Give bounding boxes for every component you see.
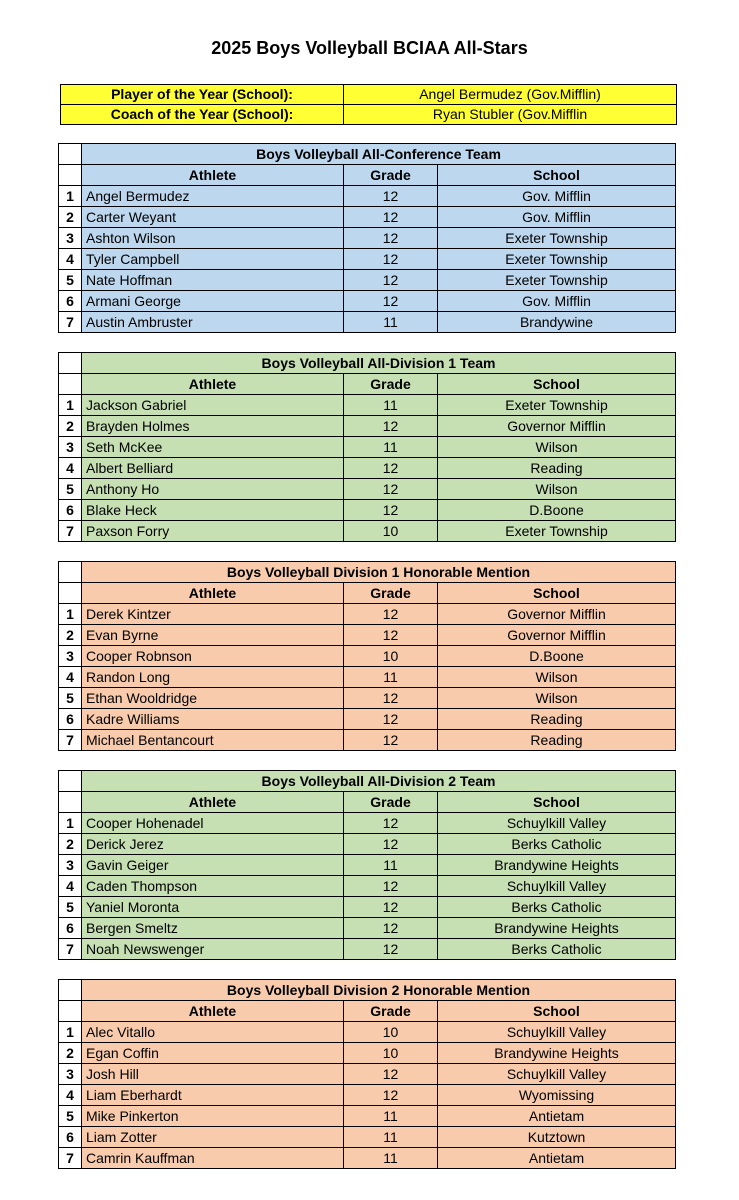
award-value: Ryan Stubler (Gov.Mifflin bbox=[344, 105, 677, 125]
page-title: 2025 Boys Volleyball BCIAA All-Stars bbox=[211, 38, 528, 58]
athlete-grade: 11 bbox=[344, 667, 438, 688]
athlete-grade: 11 bbox=[344, 1106, 438, 1127]
athlete-name: Carter Weyant bbox=[82, 207, 344, 228]
table-row bbox=[59, 291, 676, 312]
column-header-school: School bbox=[438, 583, 676, 604]
athlete-school: Reading bbox=[438, 730, 676, 751]
row-number: 2 bbox=[59, 1043, 82, 1064]
athlete-name: Bergen Smeltz bbox=[82, 918, 344, 939]
athlete-name: Derek Kintzer bbox=[82, 604, 344, 625]
athlete-grade: 12 bbox=[344, 897, 438, 918]
athlete-school: Brandywine Heights bbox=[438, 1043, 676, 1064]
athlete-grade: 12 bbox=[344, 730, 438, 751]
row-number: 1 bbox=[59, 1022, 82, 1043]
all-division-1-table bbox=[58, 352, 676, 542]
all-division-2-table bbox=[58, 770, 676, 960]
table-header-row bbox=[59, 792, 676, 813]
athlete-name: Angel Bermudez bbox=[82, 186, 344, 207]
athlete-name: Michael Bentancourt bbox=[82, 730, 344, 751]
award-label: Player of the Year (School): bbox=[61, 85, 344, 105]
athlete-name: Yaniel Moronta bbox=[82, 897, 344, 918]
table-row bbox=[59, 709, 676, 730]
athlete-name: Armani George bbox=[82, 291, 344, 312]
table-row bbox=[59, 897, 676, 918]
row-number: 6 bbox=[59, 918, 82, 939]
award-label: Coach of the Year (School): bbox=[61, 105, 344, 125]
table-title: Boys Volleyball All-Division 2 Team bbox=[82, 771, 676, 792]
athlete-grade: 12 bbox=[344, 834, 438, 855]
athlete-grade: 11 bbox=[344, 1148, 438, 1169]
athlete-name: Kadre Williams bbox=[82, 709, 344, 730]
athlete-name: Randon Long bbox=[82, 667, 344, 688]
row-number: 7 bbox=[59, 730, 82, 751]
athlete-school: Antietam bbox=[438, 1148, 676, 1169]
athlete-school: Wilson bbox=[438, 667, 676, 688]
column-header-school: School bbox=[438, 374, 676, 395]
athlete-name: Liam Zotter bbox=[82, 1127, 344, 1148]
athlete-grade: 12 bbox=[344, 291, 438, 312]
athlete-name: Derick Jerez bbox=[82, 834, 344, 855]
row-number: 1 bbox=[59, 186, 82, 207]
athlete-school: Exeter Township bbox=[438, 521, 676, 542]
athlete-name: Cooper Hohenadel bbox=[82, 813, 344, 834]
athlete-school: Reading bbox=[438, 458, 676, 479]
athlete-school: Gov. Mifflin bbox=[438, 207, 676, 228]
row-number: 4 bbox=[59, 667, 82, 688]
athlete-school: Gov. Mifflin bbox=[438, 291, 676, 312]
row-number: 3 bbox=[59, 855, 82, 876]
table-title-row bbox=[59, 353, 676, 374]
row-number: 2 bbox=[59, 834, 82, 855]
table-row bbox=[59, 458, 676, 479]
table-title: Boys Volleyball Division 2 Honorable Mention bbox=[82, 980, 676, 1001]
athlete-name: Egan Coffin bbox=[82, 1043, 344, 1064]
row-number: 3 bbox=[59, 1064, 82, 1085]
table-row bbox=[59, 1127, 676, 1148]
athlete-school: Wyomissing bbox=[438, 1085, 676, 1106]
table-row bbox=[59, 1148, 676, 1169]
row-number: 5 bbox=[59, 270, 82, 291]
row-number: 6 bbox=[59, 1127, 82, 1148]
athlete-school: Governor Mifflin bbox=[438, 604, 676, 625]
awards-table bbox=[60, 84, 677, 125]
athlete-school: Brandywine Heights bbox=[438, 855, 676, 876]
athlete-name: Nate Hoffman bbox=[82, 270, 344, 291]
row-number: 3 bbox=[59, 228, 82, 249]
award-value: Angel Bermudez (Gov.Mifflin) bbox=[344, 85, 677, 105]
athlete-name: Ashton Wilson bbox=[82, 228, 344, 249]
table-corner-cell bbox=[59, 583, 82, 604]
athlete-grade: 12 bbox=[344, 270, 438, 291]
athlete-grade: 12 bbox=[344, 876, 438, 897]
column-header-grade: Grade bbox=[344, 583, 438, 604]
athlete-school: Berks Catholic bbox=[438, 939, 676, 960]
row-number: 4 bbox=[59, 458, 82, 479]
table-row bbox=[59, 395, 676, 416]
row-number: 1 bbox=[59, 813, 82, 834]
column-header-athlete: Athlete bbox=[82, 374, 344, 395]
athlete-grade: 11 bbox=[344, 437, 438, 458]
athlete-grade: 12 bbox=[344, 813, 438, 834]
athlete-name: Liam Eberhardt bbox=[82, 1085, 344, 1106]
athlete-name: Cooper Robnson bbox=[82, 646, 344, 667]
table-corner-cell bbox=[59, 771, 82, 792]
athlete-grade: 12 bbox=[344, 500, 438, 521]
row-number: 3 bbox=[59, 646, 82, 667]
row-number: 7 bbox=[59, 521, 82, 542]
athlete-name: Mike Pinkerton bbox=[82, 1106, 344, 1127]
column-header-grade: Grade bbox=[344, 792, 438, 813]
row-number: 5 bbox=[59, 479, 82, 500]
table-header-row bbox=[59, 1001, 676, 1022]
table-title-row bbox=[59, 980, 676, 1001]
athlete-name: Seth McKee bbox=[82, 437, 344, 458]
division-2-honorable-table bbox=[58, 979, 676, 1169]
athlete-grade: 12 bbox=[344, 709, 438, 730]
column-header-grade: Grade bbox=[344, 165, 438, 186]
table-row bbox=[59, 207, 676, 228]
athlete-school: Berks Catholic bbox=[438, 834, 676, 855]
table-row bbox=[59, 186, 676, 207]
athlete-grade: 12 bbox=[344, 1085, 438, 1106]
row-number: 6 bbox=[59, 291, 82, 312]
table-row bbox=[59, 625, 676, 646]
table-corner-cell bbox=[59, 144, 82, 165]
athlete-grade: 12 bbox=[344, 625, 438, 646]
athlete-name: Blake Heck bbox=[82, 500, 344, 521]
table-row bbox=[59, 855, 676, 876]
table-row bbox=[59, 646, 676, 667]
athlete-grade: 10 bbox=[344, 646, 438, 667]
column-header-school: School bbox=[438, 165, 676, 186]
row-number: 3 bbox=[59, 437, 82, 458]
table-corner-cell bbox=[59, 1001, 82, 1022]
table-header-row bbox=[59, 165, 676, 186]
athlete-school: Exeter Township bbox=[438, 249, 676, 270]
athlete-school: Schuylkill Valley bbox=[438, 1064, 676, 1085]
table-row bbox=[59, 437, 676, 458]
athlete-school: Exeter Township bbox=[438, 395, 676, 416]
athlete-school: Schuylkill Valley bbox=[438, 813, 676, 834]
column-header-athlete: Athlete bbox=[82, 792, 344, 813]
athlete-grade: 12 bbox=[344, 228, 438, 249]
table-corner-cell bbox=[59, 980, 82, 1001]
athlete-grade: 12 bbox=[344, 207, 438, 228]
row-number: 2 bbox=[59, 207, 82, 228]
athlete-school: Exeter Township bbox=[438, 270, 676, 291]
column-header-school: School bbox=[438, 792, 676, 813]
athlete-name: Albert Belliard bbox=[82, 458, 344, 479]
column-header-athlete: Athlete bbox=[82, 583, 344, 604]
column-header-grade: Grade bbox=[344, 374, 438, 395]
division-1-honorable-table bbox=[58, 561, 676, 751]
table-header-row bbox=[59, 583, 676, 604]
row-number: 6 bbox=[59, 709, 82, 730]
athlete-name: Josh Hill bbox=[82, 1064, 344, 1085]
table-title: Boys Volleyball All-Conference Team bbox=[82, 144, 676, 165]
row-number: 2 bbox=[59, 625, 82, 646]
athlete-name: Jackson Gabriel bbox=[82, 395, 344, 416]
row-number: 5 bbox=[59, 897, 82, 918]
athlete-grade: 12 bbox=[344, 918, 438, 939]
table-row bbox=[59, 249, 676, 270]
athlete-name: Caden Thompson bbox=[82, 876, 344, 897]
athlete-name: Evan Byrne bbox=[82, 625, 344, 646]
table-row bbox=[59, 228, 676, 249]
athlete-school: Governor Mifflin bbox=[438, 625, 676, 646]
athlete-school: Schuylkill Valley bbox=[438, 1022, 676, 1043]
row-number: 1 bbox=[59, 395, 82, 416]
table-row bbox=[59, 1043, 676, 1064]
athlete-school: Gov. Mifflin bbox=[438, 186, 676, 207]
row-number: 7 bbox=[59, 1148, 82, 1169]
athlete-name: Gavin Geiger bbox=[82, 855, 344, 876]
athlete-school: Exeter Township bbox=[438, 228, 676, 249]
row-number: 7 bbox=[59, 939, 82, 960]
athlete-grade: 11 bbox=[344, 1127, 438, 1148]
athlete-name: Brayden Holmes bbox=[82, 416, 344, 437]
table-row bbox=[59, 834, 676, 855]
athlete-school: Kutztown bbox=[438, 1127, 676, 1148]
athlete-grade: 12 bbox=[344, 604, 438, 625]
athlete-name: Paxson Forry bbox=[82, 521, 344, 542]
table-row bbox=[59, 1022, 676, 1043]
table-row bbox=[59, 667, 676, 688]
table-corner-cell bbox=[59, 374, 82, 395]
row-number: 5 bbox=[59, 1106, 82, 1127]
table-corner-cell bbox=[59, 792, 82, 813]
athlete-school: Wilson bbox=[438, 437, 676, 458]
athlete-grade: 11 bbox=[344, 395, 438, 416]
athlete-grade: 11 bbox=[344, 855, 438, 876]
athlete-grade: 11 bbox=[344, 312, 438, 333]
table-row bbox=[59, 479, 676, 500]
table-row bbox=[59, 270, 676, 291]
column-header-school: School bbox=[438, 1001, 676, 1022]
athlete-grade: 10 bbox=[344, 1043, 438, 1064]
table-row bbox=[59, 500, 676, 521]
athlete-name: Tyler Campbell bbox=[82, 249, 344, 270]
row-number: 2 bbox=[59, 416, 82, 437]
table-row bbox=[59, 521, 676, 542]
athlete-grade: 10 bbox=[344, 521, 438, 542]
row-number: 1 bbox=[59, 604, 82, 625]
table-row bbox=[59, 813, 676, 834]
table-row bbox=[59, 939, 676, 960]
table-header-row bbox=[59, 374, 676, 395]
athlete-school: Antietam bbox=[438, 1106, 676, 1127]
column-header-grade: Grade bbox=[344, 1001, 438, 1022]
athlete-school: D.Boone bbox=[438, 500, 676, 521]
table-corner-cell bbox=[59, 562, 82, 583]
row-number: 6 bbox=[59, 500, 82, 521]
athlete-name: Austin Ambruster bbox=[82, 312, 344, 333]
athlete-grade: 12 bbox=[344, 249, 438, 270]
table-row bbox=[59, 312, 676, 333]
athlete-grade: 10 bbox=[344, 1022, 438, 1043]
column-header-athlete: Athlete bbox=[82, 165, 344, 186]
row-number: 4 bbox=[59, 876, 82, 897]
table-title: Boys Volleyball Division 1 Honorable Mention bbox=[82, 562, 676, 583]
award-row bbox=[61, 85, 677, 105]
table-row bbox=[59, 1106, 676, 1127]
athlete-name: Alec Vitallo bbox=[82, 1022, 344, 1043]
table-row bbox=[59, 876, 676, 897]
athlete-grade: 12 bbox=[344, 458, 438, 479]
athlete-school: Brandywine Heights bbox=[438, 918, 676, 939]
table-row bbox=[59, 1064, 676, 1085]
table-title: Boys Volleyball All-Division 1 Team bbox=[82, 353, 676, 374]
athlete-school: Berks Catholic bbox=[438, 897, 676, 918]
athlete-name: Noah Newswenger bbox=[82, 939, 344, 960]
table-title-row bbox=[59, 562, 676, 583]
award-row bbox=[61, 105, 677, 125]
table-row bbox=[59, 416, 676, 437]
table-corner-cell bbox=[59, 165, 82, 186]
table-row bbox=[59, 688, 676, 709]
athlete-name: Ethan Wooldridge bbox=[82, 688, 344, 709]
table-row bbox=[59, 918, 676, 939]
row-number: 5 bbox=[59, 688, 82, 709]
row-number: 4 bbox=[59, 249, 82, 270]
athlete-grade: 12 bbox=[344, 1064, 438, 1085]
athlete-grade: 12 bbox=[344, 416, 438, 437]
table-title-row bbox=[59, 771, 676, 792]
athlete-grade: 12 bbox=[344, 939, 438, 960]
column-header-athlete: Athlete bbox=[82, 1001, 344, 1022]
row-number: 7 bbox=[59, 312, 82, 333]
athlete-school: Governor Mifflin bbox=[438, 416, 676, 437]
table-corner-cell bbox=[59, 353, 82, 374]
athlete-school: Brandywine bbox=[438, 312, 676, 333]
table-row bbox=[59, 1085, 676, 1106]
athlete-grade: 12 bbox=[344, 688, 438, 709]
athlete-school: Wilson bbox=[438, 479, 676, 500]
athlete-school: Schuylkill Valley bbox=[438, 876, 676, 897]
all-conference-table bbox=[58, 143, 676, 333]
athlete-grade: 12 bbox=[344, 186, 438, 207]
table-row bbox=[59, 604, 676, 625]
table-row bbox=[59, 730, 676, 751]
table-title-row bbox=[59, 144, 676, 165]
athlete-name: Anthony Ho bbox=[82, 479, 344, 500]
athlete-grade: 12 bbox=[344, 479, 438, 500]
athlete-school: Reading bbox=[438, 709, 676, 730]
row-number: 4 bbox=[59, 1085, 82, 1106]
athlete-school: Wilson bbox=[438, 688, 676, 709]
athlete-name: Camrin Kauffman bbox=[82, 1148, 344, 1169]
athlete-school: D.Boone bbox=[438, 646, 676, 667]
